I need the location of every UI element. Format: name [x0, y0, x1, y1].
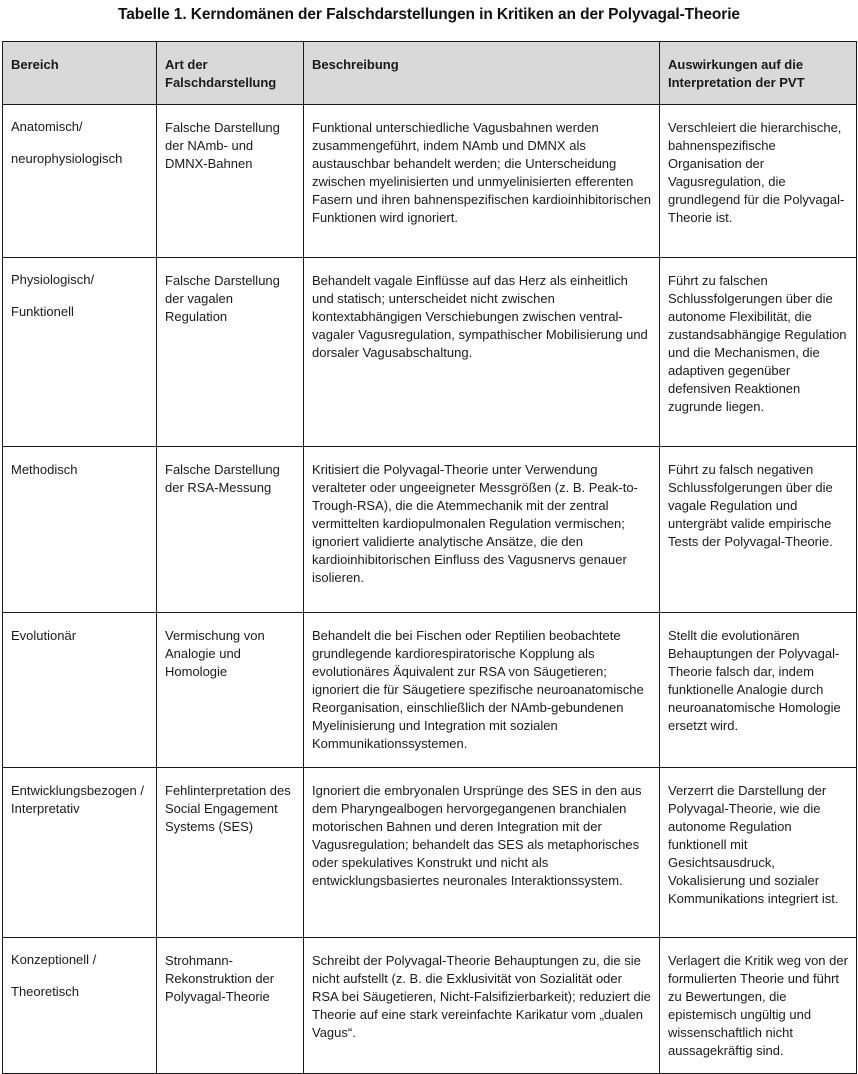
table-header-row — [3, 42, 857, 105]
domain-line2: Funktionell — [11, 304, 74, 319]
impact-cell: Verzerrt die Darstellung der Polyvagal-Theorie, wie die autonome Regulation funktionell mit Gesichtsausdruck, Vokalisierung und sozialer Kommunikations integriert ist. — [660, 768, 857, 938]
type-cell: Vermischung von Analogie und Homologie — [157, 613, 304, 768]
domain-cell — [3, 258, 157, 447]
impact-cell: Verschleiert die hierarchische, bahnenspezifische Organisation der Vagusregulation, die grundlegend für die Polyvagal-Theorie ist. — [660, 105, 857, 258]
description-cell: Schreibt der Polyvagal-Theorie Behauptungen zu, die sie nicht aufstellt (z. B. die Exklusivität von Sozialität oder RSA bei Säugetieren, Nicht-Falsifizierbarkeit); reduziert die Theorie auf eine stark vereinfachte Karikatur vom „dualen Vagus“. — [304, 938, 660, 1074]
table-row — [3, 613, 857, 768]
header-beschreibung: Beschreibung — [304, 42, 660, 105]
table-row — [3, 258, 857, 447]
description-cell: Behandelt vagale Einflüsse auf das Herz als einheitlich und statisch; unterscheidet nicht zwischen kontextabhängigen Verschiebungen zwischen ventral-vagaler Vagusregulation, sympathischer Mobilisierung und dorsaler Vagusabschaltung. — [304, 258, 660, 447]
domain-cell — [3, 105, 157, 258]
impact-cell: Führt zu falschen Schlussfolgerungen über die autonome Flexibilität, die zustandsabhängige Regulation und die Mechanismen, die adaptiven gegenüber defensiven Reaktionen zugrunde liegen. — [660, 258, 857, 447]
header-art: Art der Falschdarstellung — [157, 42, 304, 105]
table-row — [3, 768, 857, 938]
impact-cell: Führt zu falsch negativen Schlussfolgerungen über die vagale Regulation und untergräbt valide empirische Tests der Polyvagal-Theorie. — [660, 447, 857, 613]
domain-cell: Entwicklungsbezogen / Interpretativ — [3, 768, 157, 938]
description-cell: Behandelt die bei Fischen oder Reptilien beobachtete grundlegende kardiorespiratorische Kopplung als evolutionäres Äquivalent zur RSA von Säugetieren; ignoriert die für Säugetiere spezifische neuroanatomische Reorganisation, einschließlich der NAmb-gebundenen Myelinisierung und Integration mit sozialen Kommunikationssystemen. — [304, 613, 660, 768]
description-cell: Funktional unterschiedliche Vagusbahnen werden zusammengeführt, indem NAmb und DMNX als austauschbar behandelt werden; die Unterscheidung zwischen myelinisierten und unmyelinisierten efferenten Fasern und ihren bahnenspezifischen kardioinhibitorischen Funktionen wird ignoriert. — [304, 105, 660, 258]
domain-cell — [3, 938, 157, 1074]
description-cell: Ignoriert die embryonalen Ursprünge des SES in den aus dem Pharyngealbogen hervorgegangenen branchialen motorischen Bahnen und deren Integration mit der Vagusregulation; behandelt das SES als metaphorisches oder spekulatives Konstrukt und nicht als entwicklungsbasiertes neuronales Interaktionssystem. — [304, 768, 660, 938]
domain-line2: neurophysiologisch — [11, 151, 123, 166]
table-title: Tabelle 1. Kerndomänen der Falschdarstellungen in Kritiken an der Polyvagal-Theorie — [118, 6, 740, 23]
domain-cell: Evolutionär — [3, 613, 157, 768]
header-bereich: Bereich — [3, 42, 157, 105]
impact-cell: Stellt die evolutionären Behauptungen der Polyvagal-Theorie falsch dar, indem funktionelle Analogie durch neuroanatomische Homologie ersetzt wird. — [660, 613, 857, 768]
domain-cell: Methodisch — [3, 447, 157, 613]
domain-line1: Anatomisch/ — [11, 119, 83, 134]
type-cell: Falsche Darstellung der vagalen Regulation — [157, 258, 304, 447]
misrepresentation-table — [2, 41, 857, 1074]
header-auswirkungen: Auswirkungen auf die Interpretation der PVT — [660, 42, 857, 105]
domain-line2: Theoretisch — [11, 984, 79, 999]
impact-cell: Verlagert die Kritik weg von der formulierten Theorie und führt zu Bewertungen, die epistemisch ungültig und wissenschaftlich nicht aussagekräftig sind. — [660, 938, 857, 1074]
table-row — [3, 105, 857, 258]
description-cell: Kritisiert die Polyvagal-Theorie unter Verwendung veralteter oder ungeeigneter Messgrößen (z. B. Peak-to-Trough-RSA), die die Atemmechanik mit der zentral vermittelten kardiopulmonalen Regulation vermischen; ignoriert validierte analytische Ansätze, die den kardioinhibitorischen Einfluss des Vagusnervs genauer isolieren. — [304, 447, 660, 613]
type-cell: Falsche Darstellung der RSA-Messung — [157, 447, 304, 613]
domain-line1: Physiologisch/ — [11, 272, 95, 287]
type-cell: Fehlinterpretation des Social Engagement Systems (SES) — [157, 768, 304, 938]
type-cell: Strohmann-Rekonstruktion der Polyvagal-Theorie — [157, 938, 304, 1074]
table-row — [3, 938, 857, 1074]
domain-line1: Konzeptionell / — [11, 952, 97, 967]
type-cell: Falsche Darstellung der NAmb- und DMNX-Bahnen — [157, 105, 304, 258]
table-row — [3, 447, 857, 613]
